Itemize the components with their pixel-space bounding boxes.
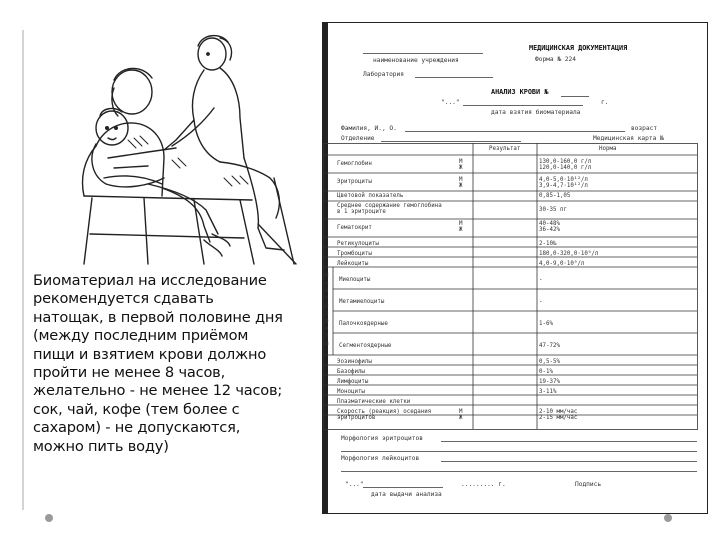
age-label: возраст <box>631 125 658 132</box>
lab-label: Лаборатория <box>363 71 404 78</box>
date-prefix: "..." <box>441 99 460 106</box>
row-plasma-cells: Плазматические клетки <box>337 399 411 405</box>
dept-label: Отделение <box>341 135 375 142</box>
row-hemoglobin-sex: М Ж <box>459 159 463 171</box>
row-mch: Среднее содержание гемоглобина в 1 эритроците <box>337 203 442 215</box>
row-metamyelocytes: Метамиелоциты <box>339 299 385 305</box>
leuko-morphology-label: Морфология лейкоцитов <box>341 455 420 462</box>
row-myelocytes-norm: - <box>539 277 543 283</box>
dept-underline <box>381 141 521 142</box>
blood-analysis-form <box>322 22 708 514</box>
row-monocytes-norm: 3-11% <box>539 389 557 395</box>
row-basophils-norm: 0-1% <box>539 369 553 375</box>
row-hematocrit-norm: 40-48% 36-42% <box>539 221 560 233</box>
row-erythrocytes-norm: 4,0-5,0·10¹²/л 3,9-4,7·10¹²/л <box>539 177 588 189</box>
erythro-morph-line <box>441 441 697 442</box>
leuko-morph-line <box>441 461 697 462</box>
row-platelets: Тромбоциты <box>337 251 372 257</box>
analysis-number-line <box>561 96 589 97</box>
row-esr-norm: 2-10 мм/час 2-15 мм/час <box>539 409 578 421</box>
row-erythrocytes: Эритроциты <box>337 179 372 185</box>
surname-underline <box>405 131 625 132</box>
col-result: Результат <box>489 146 521 152</box>
lab-underline <box>415 77 493 78</box>
row-leukocytes-norm: 4,0-9,0·10⁹/л <box>539 261 585 267</box>
row-eosinophils-norm: 0,5-5% <box>539 359 560 365</box>
form-number: Форма № 224 <box>535 56 576 63</box>
sign-year: ......... г. <box>461 481 506 488</box>
erythro-morphology-label: Морфология эритроцитов <box>341 435 423 442</box>
row-segmented: Сегментоядерные <box>339 343 392 349</box>
year-suffix: г. <box>601 99 609 106</box>
date-underline <box>463 105 583 106</box>
erythro-morph-line-2 <box>341 451 697 452</box>
row-segmented-norm: 47-72% <box>539 343 560 349</box>
row-hematocrit-sex: М Ж <box>459 221 463 233</box>
row-color-index-norm: 0,85-1,05 <box>539 193 571 199</box>
row-band-norm: 1-6% <box>539 321 553 327</box>
row-band: Палочкоядерные <box>339 321 388 327</box>
row-esr: Скорость (реакция) оседания эритроцитов <box>337 409 432 421</box>
row-hematocrit: Гематокрит <box>337 225 372 231</box>
date-label: дата взятия биоматериала <box>491 109 581 116</box>
row-erythrocytes-sex: М Ж <box>459 177 463 189</box>
med-doc-label: МЕДИЦИНСКАЯ ДОКУМЕНТАЦИЯ <box>529 44 628 52</box>
left-border <box>22 30 24 510</box>
row-platelets-norm: 180,0-320,0·10⁹/л <box>539 251 599 257</box>
bullet-dot-right <box>664 514 672 522</box>
sign-date-prefix: "..." <box>345 481 364 488</box>
row-basophils: Базофилы <box>337 369 365 375</box>
card-label: Медицинская карта № <box>593 135 664 142</box>
row-metamyelocytes-norm: - <box>539 299 543 305</box>
signature-label: Подпись <box>575 481 602 488</box>
neutrophil-vertical-label: Нейтрофилы <box>325 273 329 347</box>
row-reticulocytes-norm: 2-10‰ <box>539 241 557 247</box>
results-table-grid <box>323 143 707 433</box>
row-esr-sex: М Ж <box>459 409 463 421</box>
row-mch-norm: 30-35 пг <box>539 207 567 213</box>
leuko-morph-line-2 <box>341 471 697 472</box>
analysis-date-label: дата выдачи анализа <box>371 491 442 498</box>
row-myelocytes: Миелоциты <box>339 277 371 283</box>
bullet-dot-left <box>45 514 53 522</box>
facility-label: наименование учреждения <box>373 57 459 64</box>
row-reticulocytes: Ретикулоциты <box>337 241 379 247</box>
surname-label: Фамилия, И., О. <box>341 125 397 132</box>
col-norm: Норма <box>599 146 617 152</box>
row-hemoglobin: Гемоглобин <box>337 161 372 167</box>
caption-text: Биоматериал на исследование рекомендуется сдавать натощак, в первой половине дня (между последним приёмом пищи и взятием крови должно пройти не менее 8 часов, желательно - не менее 12 часов; сок, чай, кофе (тем более с сахаром) - не допускаются, можно пить воду) <box>33 272 283 455</box>
facility-underline <box>363 53 483 54</box>
row-lymphocytes: Лимфоциты <box>337 379 369 385</box>
row-lymphocytes-norm: 19-37% <box>539 379 560 385</box>
analysis-title: АНАЛИЗ КРОВИ № <box>491 88 549 96</box>
row-hemoglobin-norm: 130,0-160,0 г/л 120,0-140,0 г/л <box>539 159 592 171</box>
row-leukocytes: Лейкоциты <box>337 261 369 267</box>
blood-draw-illustration <box>44 28 306 266</box>
row-color-index: Цветовой показатель <box>337 193 404 199</box>
sign-date-line <box>363 487 443 488</box>
row-eosinophils: Эозинофилы <box>337 359 372 365</box>
row-monocytes: Моноциты <box>337 389 365 395</box>
